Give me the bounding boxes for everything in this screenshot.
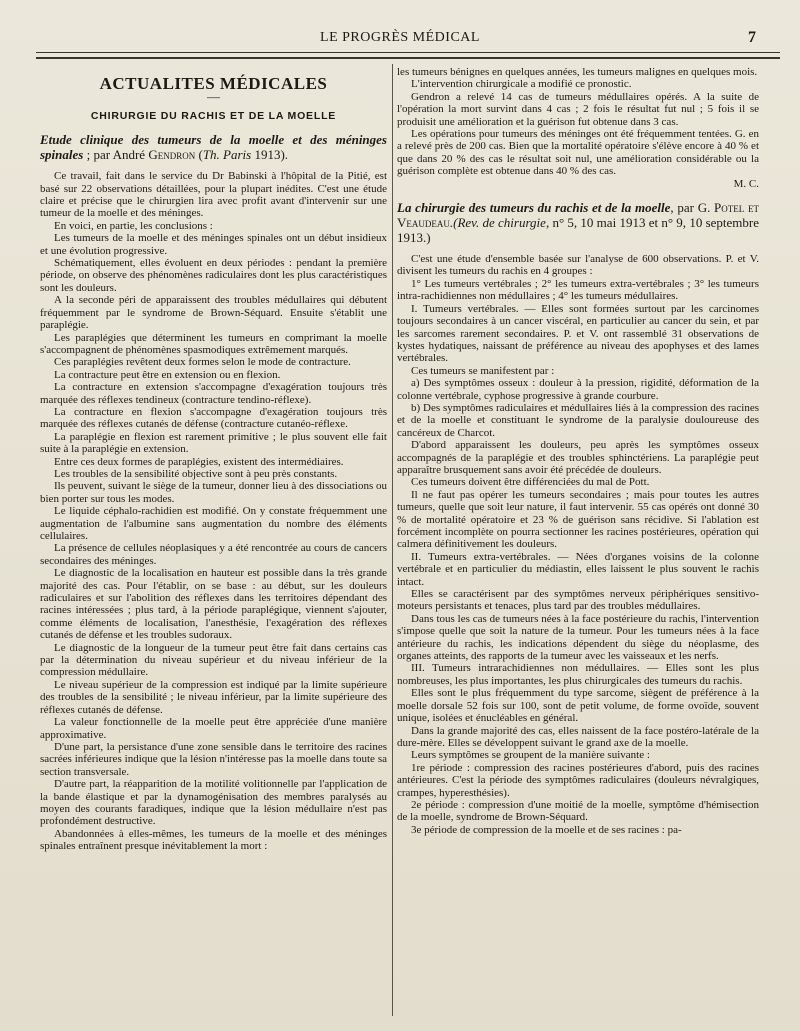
article1-citation-year: 1913 xyxy=(251,147,281,163)
article1-paragraph: Ils peuvent, suivant le siège de la tumeur, donner lieu à des dissociations ou bien porter sur tous les modes. xyxy=(40,480,387,505)
article2-paragraph: D'abord apparaissent les douleurs, peu après les symptômes osseux accompagnés de la paraplégie et des troubles sphinctériens. La paraplégie peut apparaître brusquement sans avoir été précédée de douleurs. xyxy=(397,439,759,476)
article2-paragraph: Dans tous les cas de tumeurs nées à la face postérieure du rachis, l'intervention s'impose quelle que soit la nature de la tumeur. Pour les tumeurs nées à la face antérieure du rachis, les indications dépendent du siège du néoplasme, des organes atteints, des rapports de la tumeur avec les vaisseaux et les nerfs. xyxy=(397,612,759,663)
article1-paragraph: La contracture en flexion s'accompagne d'exagération toujours très marquée des réflexes cutanés de défense (contracture cutanéo-réflexe. xyxy=(40,405,387,431)
article2-paragraph: Elles se caractérisent par des symptômes nerveux périphériques sensitivo-moteurs persistants et tenaces, plus tard par des troubles médullaires. xyxy=(397,588,759,613)
article1-continued-paragraph: Gendron a relevé 14 cas de tumeurs médullaires opérés. A la suite de l'opération la mort survint dans 4 cas ; 2 fois le résultat fut nul ; 5 fois il se produisit une amélioration et la guérison fut obtenue dans 3 cas. xyxy=(397,90,759,128)
article1-continued-paragraph: L'intervention chirurgicale a modifié ce pronostic. xyxy=(411,78,632,91)
article2-paragraph: 2e période : compression d'une moitié de la moelle, symptôme d'hémisection de la moelle, syndrome de Brown-Séquard. xyxy=(397,798,759,824)
article2-title: La chirurgie des tumeurs du rachis et de la moelle xyxy=(397,200,671,216)
section-title: ACTUALITES MÉDICALES xyxy=(99,74,328,93)
article1-paragraph: Ces paraplégies revêtent deux formes selon le mode de contracture. xyxy=(54,356,351,369)
article2-paragraph: Leurs symptômes se groupent de la manière suivante : xyxy=(411,749,650,762)
page-number: 7 xyxy=(748,29,756,46)
article1-paragraph: Entre ces deux formes de paraplégies, existent des intermédiaires. xyxy=(54,455,344,468)
column-divider xyxy=(392,64,393,1016)
article2-paragraph: Elles sont le plus fréquemment du type sarcome, siègent de préférence à la moelle dorsale 52 fois sur 100, sont de petit volume, de forme ovoïde, souvent unique, isolées et énucléables en général. xyxy=(397,687,759,725)
article2-citation: .(Rev. de chirurgie xyxy=(449,215,546,231)
article2-paragraph: 1° Les tumeurs vertébrales ; 2° les tumeurs extra-vertébrales ; 3° les tumeurs intra-rachidiennes non médullaires ; 4° les tumeurs médullaires. xyxy=(397,277,759,303)
article1-paragraph: La valeur fonctionnelle de la moelle peut être appréciée d'une manière approximative. xyxy=(40,716,387,741)
article2-paragraph: Ces tumeurs se manifestent par : xyxy=(411,364,555,377)
article2-paragraph: Dans la grande majorité des cas, elles naissent de la face postéro-latérale de la dure-mère. Elles se développent suivant le grand axe de la moelle. xyxy=(397,724,759,749)
article1-heading xyxy=(40,132,387,162)
article1-title: Etude clinique des tumeurs de la moelle et des méninges spinales xyxy=(40,132,387,163)
article1-citation-open: ( xyxy=(195,147,203,163)
article1-body xyxy=(40,170,387,852)
section-dash: — xyxy=(207,89,220,105)
article1-paragraph: Ce travail, fait dans le service du Dr Babinski à l'hôpital de la Pitié, est basé sur 22 observations détaillées, pour la plupart inédites. C'est une étude claire et précise que le chirurgien lira avec profit avant d'intervenir sur une tumeur de la moelle et des méninges. xyxy=(40,170,387,220)
article1-paragraph: La présence de cellules néoplasiques y a été rencontrée au cours de cancers secondaires des méninges. xyxy=(40,542,387,567)
article1-author: Gendron xyxy=(148,147,196,163)
article2-by: , par xyxy=(670,200,694,216)
right-column xyxy=(397,66,759,1016)
running-header xyxy=(40,30,760,50)
article2-paragraph: 3e période de compression de la moelle et de ses racines : pa- xyxy=(411,823,682,836)
article1-paragraph: La contracture peut être en extension ou en flexion. xyxy=(54,368,281,381)
article1-paragraph: Le niveau supérieur de la compression est indiqué par la limite supérieure des troubles de la sensibilité ; le niveau inférieur, par la limite supérieure des réflexes cutanés de défense. xyxy=(40,678,387,716)
article1-paragraph: D'une part, la persistance d'une zone sensible dans le territoire des racines sacrées inférieures indique que la lésion n'intéresse pas la moelle dans toute sa section transversale. xyxy=(40,740,387,778)
article2-paragraph: I. Tumeurs vertébrales. — Elles sont formées surtout par les carcinomes toujours secondaires à un cancer viscéral, en particulier au cancer du sein, et par les sarcomes rarement secondaires. P. et V. ont rassemblé 31 observations de kystes hydatiques, naissant de préférence au niveau des apophyses et des lames vertébrales. xyxy=(397,302,759,365)
article2-paragraph: a) Des symptômes osseux : douleur à la pression, rigidité, déformation de la colonne vertébrale, cyphose progressive à grande courbure. xyxy=(397,377,759,402)
header-rule-thin xyxy=(36,52,780,53)
article1-paragraph: Le diagnostic de la longueur de la tumeur peut être fait dans certains cas par la détermination du niveau supérieur et du niveau inférieur de la compression médullaire. xyxy=(40,641,387,679)
article1-continued-paragraph: les tumeurs bénignes en quelques années, les tumeurs malignes en quelques mois. xyxy=(397,66,758,78)
article1-paragraph: D'autre part, la réapparition de la motilité volitionnelle par l'application de la bande élastique et par la dynamogénisation des membres paralysés au moyen des courants faradiques, indique que la lésion médullaire n'est pas profondément destructive. xyxy=(40,778,387,828)
journal-title: LE PROGRÈS MÉDICAL xyxy=(320,30,480,45)
article1-signature: M. C. xyxy=(733,177,759,190)
article1-citation: Th. Paris xyxy=(202,147,252,163)
article2-heading xyxy=(397,200,759,245)
article1-paragraph: Schématiquement, elles évoluent en deux périodes : pendant la première période, on observe des phénomènes radiculaires dont les plus caractéristiques sont les douleurs. xyxy=(40,257,387,294)
article2-paragraph: III. Tumeurs intrarachidiennes non médullaires. — Elles sont les plus nombreuses, les plus importantes, les plus chirurgicales des tumeurs du rachis. xyxy=(397,662,759,687)
article2-paragraph: C'est une étude d'ensemble basée sur l'analyse de 600 observations. P. et V. divisent les tumeurs du rachis en 4 groupes : xyxy=(397,253,759,278)
article2-paragraph: Ces tumeurs doivent être différenciées du mal de Pott. xyxy=(411,476,650,489)
article1-paragraph: La paraplégie en flexion est rarement primitive ; le plus souvent elle fait suite à la paraplégie en extension. xyxy=(40,430,387,456)
article-spacer xyxy=(397,190,759,200)
article2-paragraph: b) Des symptômes radiculaires et médullaires liés à la compression des racines et de la moelle et constituant le syndrome de la paralysie douloureuse des cancéreux de Charcot. xyxy=(397,401,759,439)
article2-authors: G. Potel et Veaudeau xyxy=(397,200,759,231)
article2-paragraph: II. Tumeurs extra-vertébrales. — Nées d'organes voisins de la colonne vertébrale et en particulier du médiastin, elles laissent le plus souvent le rachis intact. xyxy=(397,550,759,588)
article1-author-prefix: ; par André xyxy=(83,147,149,163)
article1-continued-paragraph: Les opérations pour tumeurs des méninges ont été fréquemment tentées. G. en a relevé près de 200 cas. Bien que la mortalité opératoire s'élève encore à 40 % et que dans 20 % des cas le résultat soit nul, une amélioration considérable ou la guérison complète est obtenue dans 40 % des cas. xyxy=(397,128,759,178)
article1-paragraph: Abandonnées à elles-mêmes, les tumeurs de la moelle et des méninges spinales entraînent presque inévitablement la mort : xyxy=(40,827,387,853)
article1-paragraph: Les tumeurs de la moelle et des méninges spinales ont un début insidieux et une évolution progressive. xyxy=(40,232,387,257)
article1-paragraph: En voici, en partie, les conclusions : xyxy=(54,219,213,232)
left-column xyxy=(40,72,387,1020)
article1-paragraph: Le diagnostic de la localisation en hauteur est possible dans la très grande majorité des cas. Pour l'établir, on se base : au début, sur les douleurs radiculaires et sur l'abolition des réflexes dans les territoires dépendant des racines intéressées ; plus tard, à la période paraplégique, viennent s'ajouter, comme éléments de localisation, l'anesthésie, l'exagération des réflexes cutanés de défense et les troubles sudoraux. xyxy=(40,567,387,642)
article1-paragraph: Les troubles de la sensibilité objective sont à peu près constants. xyxy=(54,467,338,480)
article1-paragraph: A la seconde péri de apparaissent des troubles médullaires qui débutent fréquemment par le syndrome de Brown-Séquard. Ensuite s'établit une paraplégie. xyxy=(40,294,387,332)
header-rule-thick xyxy=(36,57,780,59)
article2-paragraph: Il ne faut pas opérer les tumeurs secondaires ; mais pour toutes les autres tumeurs, quelle que soit leur nature, il faut intervenir. 55 cas opérés ont donné 30 % de mortalité opératoire et 23 % de guérison sans récidive. Si l'ablation est forcément incomplète on pourra sectionner les racines postérieures, opération qui calmera définitivement les douleurs. xyxy=(397,488,759,551)
article1-citation-close: ). xyxy=(280,147,289,163)
article1-paragraph: Les paraplégies que déterminent les tumeurs en comprimant la moelle s'accompagnent de phénomènes spasmodiques extrêmement marqués. xyxy=(40,331,387,356)
article1-paragraph: Le liquide céphalo-rachidien est modifié. On y constate fréquemment une augmentation de l'albumine sans augmentation du nombre des éléments cellulaires. xyxy=(40,505,387,542)
article2-body xyxy=(397,253,759,836)
article2-citation-rest: , n° 5, 10 mai 1913 et n° 9, 10 septembre 1913.) xyxy=(397,215,759,246)
section-subtitle: CHIRURGIE DU RACHIS ET DE LA MOELLE xyxy=(90,109,337,122)
article1-paragraph: La contracture en extension s'accompagne d'exagération toujours très marquée des réflexes tendineux (contracture tendino-réflexe). xyxy=(40,381,387,406)
article2-paragraph: 1re période : compression des racines postérieures d'abord, puis des racines antérieures. C'est la période des symptômes radiculaires (douleurs névralgiques, crampes, hyperesthésies). xyxy=(397,761,759,799)
